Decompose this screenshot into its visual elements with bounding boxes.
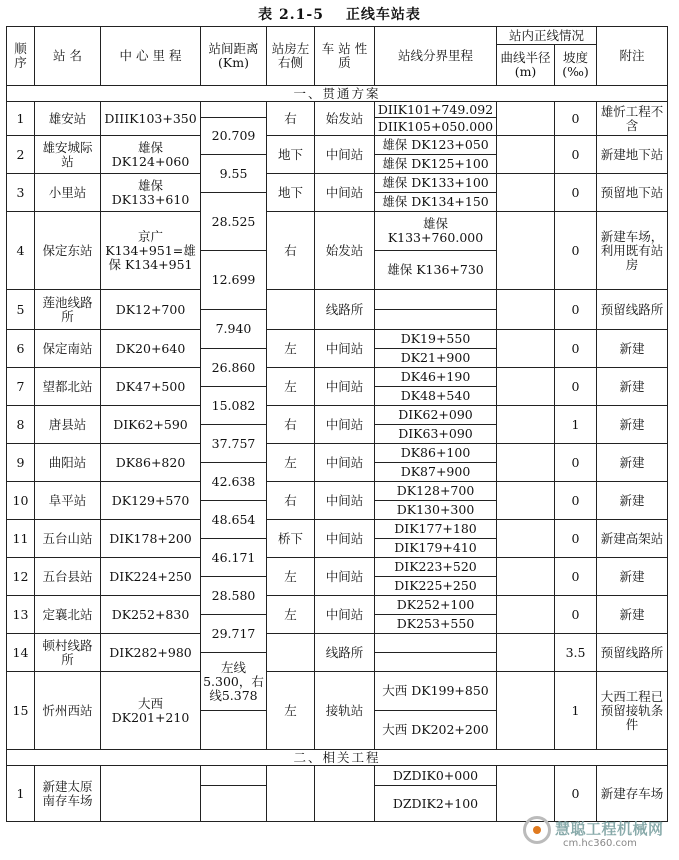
station-note: 新建 xyxy=(597,444,668,482)
station-nature: 中间站 xyxy=(315,330,375,368)
station-nature: 中间站 xyxy=(315,520,375,558)
boundary-end: 雄保 DK125+100 xyxy=(375,155,497,174)
station-side: 右 xyxy=(267,102,315,136)
watermark-logo-icon xyxy=(523,816,551,844)
distance-cell: 42.638 xyxy=(201,463,267,501)
station-seq: 1 xyxy=(7,102,35,136)
curve-radius xyxy=(497,330,555,368)
slope-value: 0 xyxy=(555,444,597,482)
boundary-end: DK21+900 xyxy=(375,349,497,368)
boundary-start: 大西 DK199+850 xyxy=(375,672,497,711)
watermark-url: cm.hc360.com xyxy=(563,838,637,849)
station-seq: 4 xyxy=(7,212,35,290)
table-row xyxy=(7,102,668,110)
station-name: 阜平站 xyxy=(35,482,101,520)
station-name: 五台县站 xyxy=(35,558,101,596)
station-note: 新建 xyxy=(597,330,668,368)
distance-cell: 15.082 xyxy=(201,387,267,425)
table-row xyxy=(7,634,668,644)
table-row xyxy=(7,290,668,300)
station-name: 雄安城际站 xyxy=(35,136,101,174)
station-name: 保定东站 xyxy=(35,212,101,290)
station-side: 桥下 xyxy=(267,520,315,558)
station-name: 雄安站 xyxy=(35,102,101,136)
boundary-end xyxy=(375,653,497,672)
header-note: 附注 xyxy=(597,27,668,86)
boundary-start xyxy=(375,634,497,653)
slope-value: 0 xyxy=(555,558,597,596)
station-side xyxy=(267,634,315,672)
station-note: 新建 xyxy=(597,368,668,406)
curve-radius xyxy=(497,444,555,482)
table-number: 表 2.1-5 xyxy=(258,7,324,23)
boundary-end: DK87+900 xyxy=(375,463,497,482)
boundary-end: DK253+550 xyxy=(375,615,497,634)
header-group: 站内正线情况 xyxy=(497,27,597,45)
boundary-end: DIIK105+050.000 xyxy=(375,118,497,136)
curve-radius xyxy=(497,102,555,136)
station-note: 大西工程已预留接轨条件 xyxy=(597,672,668,750)
related-note: 新建存车场 xyxy=(597,766,668,822)
distance-cell: 28.525 xyxy=(201,193,267,251)
station-seq: 13 xyxy=(7,596,35,634)
slope-value: 0 xyxy=(555,212,597,290)
table-row xyxy=(7,368,668,378)
station-table xyxy=(6,26,668,822)
curve-radius xyxy=(497,406,555,444)
boundary-start: 雄保 DK123+050 xyxy=(375,136,497,155)
table-row xyxy=(7,212,668,232)
station-center: DIIIK103+350 xyxy=(101,102,201,136)
station-seq: 6 xyxy=(7,330,35,368)
station-name: 望都北站 xyxy=(35,368,101,406)
curve-radius xyxy=(497,634,555,672)
table-row xyxy=(7,444,668,454)
boundary-start: DIK223+520 xyxy=(375,558,497,577)
station-note: 新建高架站 xyxy=(597,520,668,558)
distance-cell: 37.757 xyxy=(201,425,267,463)
station-center: DK20+640 xyxy=(101,330,201,368)
related-side xyxy=(267,766,315,822)
slope-value: 0 xyxy=(555,766,597,822)
boundary-start: 雄保 DK133+100 xyxy=(375,174,497,193)
slope-value: 0 xyxy=(555,482,597,520)
slope-value: 0 xyxy=(555,368,597,406)
distance-cell: 7.940 xyxy=(201,310,267,349)
header-slope: 坡度(‰) xyxy=(555,45,597,86)
header-center: 中 心 里 程 xyxy=(101,27,201,86)
station-nature: 始发站 xyxy=(315,102,375,136)
table-row xyxy=(7,330,668,340)
distance-cell: 48.654 xyxy=(201,501,267,539)
station-side: 左 xyxy=(267,558,315,596)
header-side: 站房左右侧 xyxy=(267,27,315,86)
station-nature: 中间站 xyxy=(315,136,375,174)
boundary-end: 雄保 DK134+150 xyxy=(375,193,497,212)
curve-radius xyxy=(497,212,555,290)
boundary-end: DIK225+250 xyxy=(375,577,497,596)
related-center xyxy=(101,766,201,822)
station-name: 定襄北站 xyxy=(35,596,101,634)
station-nature: 中间站 xyxy=(315,368,375,406)
station-side: 左 xyxy=(267,330,315,368)
distance-cell: 29.717 xyxy=(201,615,267,653)
header-radius: 曲线半径(m) xyxy=(497,45,555,86)
station-note: 新建 xyxy=(597,596,668,634)
slope-value: 1 xyxy=(555,672,597,750)
station-side: 左 xyxy=(267,596,315,634)
distance-cell xyxy=(201,102,267,118)
section-related: 二、相关工程 xyxy=(7,750,668,766)
slope-value: 3.5 xyxy=(555,634,597,672)
station-side: 右 xyxy=(267,482,315,520)
boundary-start: DK46+190 xyxy=(375,368,497,387)
slope-value: 0 xyxy=(555,290,597,330)
station-side: 右 xyxy=(267,406,315,444)
distance-cell: 9.55 xyxy=(201,155,267,193)
station-side: 右 xyxy=(267,212,315,290)
station-nature: 中间站 xyxy=(315,596,375,634)
station-name: 曲阳站 xyxy=(35,444,101,482)
station-name: 五台山站 xyxy=(35,520,101,558)
boundary-end: DK130+300 xyxy=(375,501,497,520)
station-name: 莲池线路所 xyxy=(35,290,101,330)
station-note: 新建 xyxy=(597,558,668,596)
station-side: 地下 xyxy=(267,136,315,174)
station-nature: 线路所 xyxy=(315,290,375,330)
boundary-start: DK86+100 xyxy=(375,444,497,463)
station-seq: 11 xyxy=(7,520,35,558)
distance-cell: 26.860 xyxy=(201,349,267,387)
station-note: 雄忻工程不含 xyxy=(597,102,668,136)
boundary-end: DK48+540 xyxy=(375,387,497,406)
curve-radius xyxy=(497,596,555,634)
related-nature xyxy=(315,766,375,822)
slope-value: 0 xyxy=(555,102,597,136)
station-center: 京广K134+951=雄保 K134+951 xyxy=(101,212,201,290)
station-center: DK86+820 xyxy=(101,444,201,482)
station-center: DIK178+200 xyxy=(101,520,201,558)
station-nature: 中间站 xyxy=(315,174,375,212)
station-nature: 中间站 xyxy=(315,406,375,444)
distance-cell xyxy=(201,766,267,786)
boundary-end: 大西 DK202+200 xyxy=(375,711,497,750)
table-row xyxy=(7,766,668,786)
boundary-start: DZDIK0+000 xyxy=(375,766,497,786)
station-side: 左 xyxy=(267,672,315,750)
station-center: DK12+700 xyxy=(101,290,201,330)
table-row xyxy=(7,482,668,492)
station-nature: 中间站 xyxy=(315,444,375,482)
boundary-start: DIK62+090 xyxy=(375,406,497,425)
station-seq: 8 xyxy=(7,406,35,444)
header-dist: 站间距离(Km) xyxy=(201,27,267,86)
distance-cell: 28.580 xyxy=(201,577,267,615)
curve-radius xyxy=(497,482,555,520)
station-note: 新建 xyxy=(597,482,668,520)
station-note: 新建地下站 xyxy=(597,136,668,174)
slope-value: 0 xyxy=(555,174,597,212)
watermark-name: 慧聪工程机械网 xyxy=(555,820,664,838)
station-seq: 15 xyxy=(7,672,35,750)
station-seq: 10 xyxy=(7,482,35,520)
station-nature: 接轨站 xyxy=(315,672,375,750)
header-seq: 顺序 xyxy=(7,27,35,86)
header-name: 站 名 xyxy=(35,27,101,86)
table-title xyxy=(0,4,679,24)
boundary-start: DIIK101+749.092 xyxy=(375,102,497,118)
boundary-start: DK19+550 xyxy=(375,330,497,349)
slope-value: 0 xyxy=(555,520,597,558)
station-name: 小里站 xyxy=(35,174,101,212)
curve-radius xyxy=(497,136,555,174)
distance-cell xyxy=(201,786,267,822)
station-center: DK252+830 xyxy=(101,596,201,634)
station-side xyxy=(267,290,315,330)
station-center: DIK62+590 xyxy=(101,406,201,444)
header-boundary: 站线分界里程 xyxy=(375,27,497,86)
related-name: 新建太原南存车场 xyxy=(35,766,101,822)
station-center: DIK282+980 xyxy=(101,634,201,672)
boundary-end: DIK179+410 xyxy=(375,539,497,558)
boundary-end xyxy=(375,310,497,330)
station-side: 左 xyxy=(267,368,315,406)
station-note: 新建 xyxy=(597,406,668,444)
station-seq: 9 xyxy=(7,444,35,482)
slope-value: 0 xyxy=(555,136,597,174)
station-name: 顿村线路所 xyxy=(35,634,101,672)
station-side: 地下 xyxy=(267,174,315,212)
table-row xyxy=(7,558,668,568)
station-name: 唐县站 xyxy=(35,406,101,444)
station-nature: 中间站 xyxy=(315,558,375,596)
station-seq: 2 xyxy=(7,136,35,174)
distance-cell: 12.699 xyxy=(201,251,267,310)
table-row xyxy=(7,596,668,606)
station-center: 雄保DK133+610 xyxy=(101,174,201,212)
station-note: 预留线路所 xyxy=(597,634,668,672)
curve-radius xyxy=(497,520,555,558)
boundary-start xyxy=(375,290,497,310)
distance-cell: 左线5.300，右线5.378 xyxy=(201,653,267,711)
station-seq: 5 xyxy=(7,290,35,330)
table-row xyxy=(7,406,668,416)
boundary-end: DIK63+090 xyxy=(375,425,497,444)
table-title-text: 正线车站表 xyxy=(345,7,421,23)
station-center: DIK224+250 xyxy=(101,558,201,596)
watermark xyxy=(523,814,673,854)
station-center: 大西 DK201+210 xyxy=(101,672,201,750)
slope-value: 1 xyxy=(555,406,597,444)
station-center: 雄保DK124+060 xyxy=(101,136,201,174)
slope-value: 0 xyxy=(555,330,597,368)
station-note: 预留线路所 xyxy=(597,290,668,330)
station-center: DK47+500 xyxy=(101,368,201,406)
table-row xyxy=(7,136,668,146)
curve-radius xyxy=(497,174,555,212)
station-seq: 12 xyxy=(7,558,35,596)
curve-radius xyxy=(497,558,555,596)
station-seq: 3 xyxy=(7,174,35,212)
header-nature: 车 站 性 质 xyxy=(315,27,375,86)
boundary-start: DK128+700 xyxy=(375,482,497,501)
distance-cell: 20.709 xyxy=(201,118,267,155)
curve-radius xyxy=(497,672,555,750)
station-name: 忻州西站 xyxy=(35,672,101,750)
table-row xyxy=(7,520,668,530)
boundary-end: 雄保 K136+730 xyxy=(375,251,497,290)
curve-radius xyxy=(497,290,555,330)
related-seq: 1 xyxy=(7,766,35,822)
table-row xyxy=(7,174,668,184)
section-through: 一、贯通方案 xyxy=(7,86,668,102)
station-note: 新建车场，利用既有站房 xyxy=(597,212,668,290)
station-side: 左 xyxy=(267,444,315,482)
station-note: 预留地下站 xyxy=(597,174,668,212)
station-seq: 14 xyxy=(7,634,35,672)
table-row xyxy=(7,672,668,692)
distance-cell xyxy=(201,711,267,750)
station-seq: 7 xyxy=(7,368,35,406)
station-name: 保定南站 xyxy=(35,330,101,368)
station-nature: 始发站 xyxy=(315,212,375,290)
section-row xyxy=(7,750,668,766)
boundary-start: DK252+100 xyxy=(375,596,497,615)
slope-value: 0 xyxy=(555,596,597,634)
curve-radius xyxy=(497,368,555,406)
boundary-start: DIK177+180 xyxy=(375,520,497,539)
boundary-end: DZDIK2+100 xyxy=(375,786,497,822)
station-nature: 中间站 xyxy=(315,482,375,520)
station-center: DK129+570 xyxy=(101,482,201,520)
station-nature: 线路所 xyxy=(315,634,375,672)
boundary-start: 雄保K133+760.000 xyxy=(375,212,497,251)
distance-cell: 46.171 xyxy=(201,539,267,577)
